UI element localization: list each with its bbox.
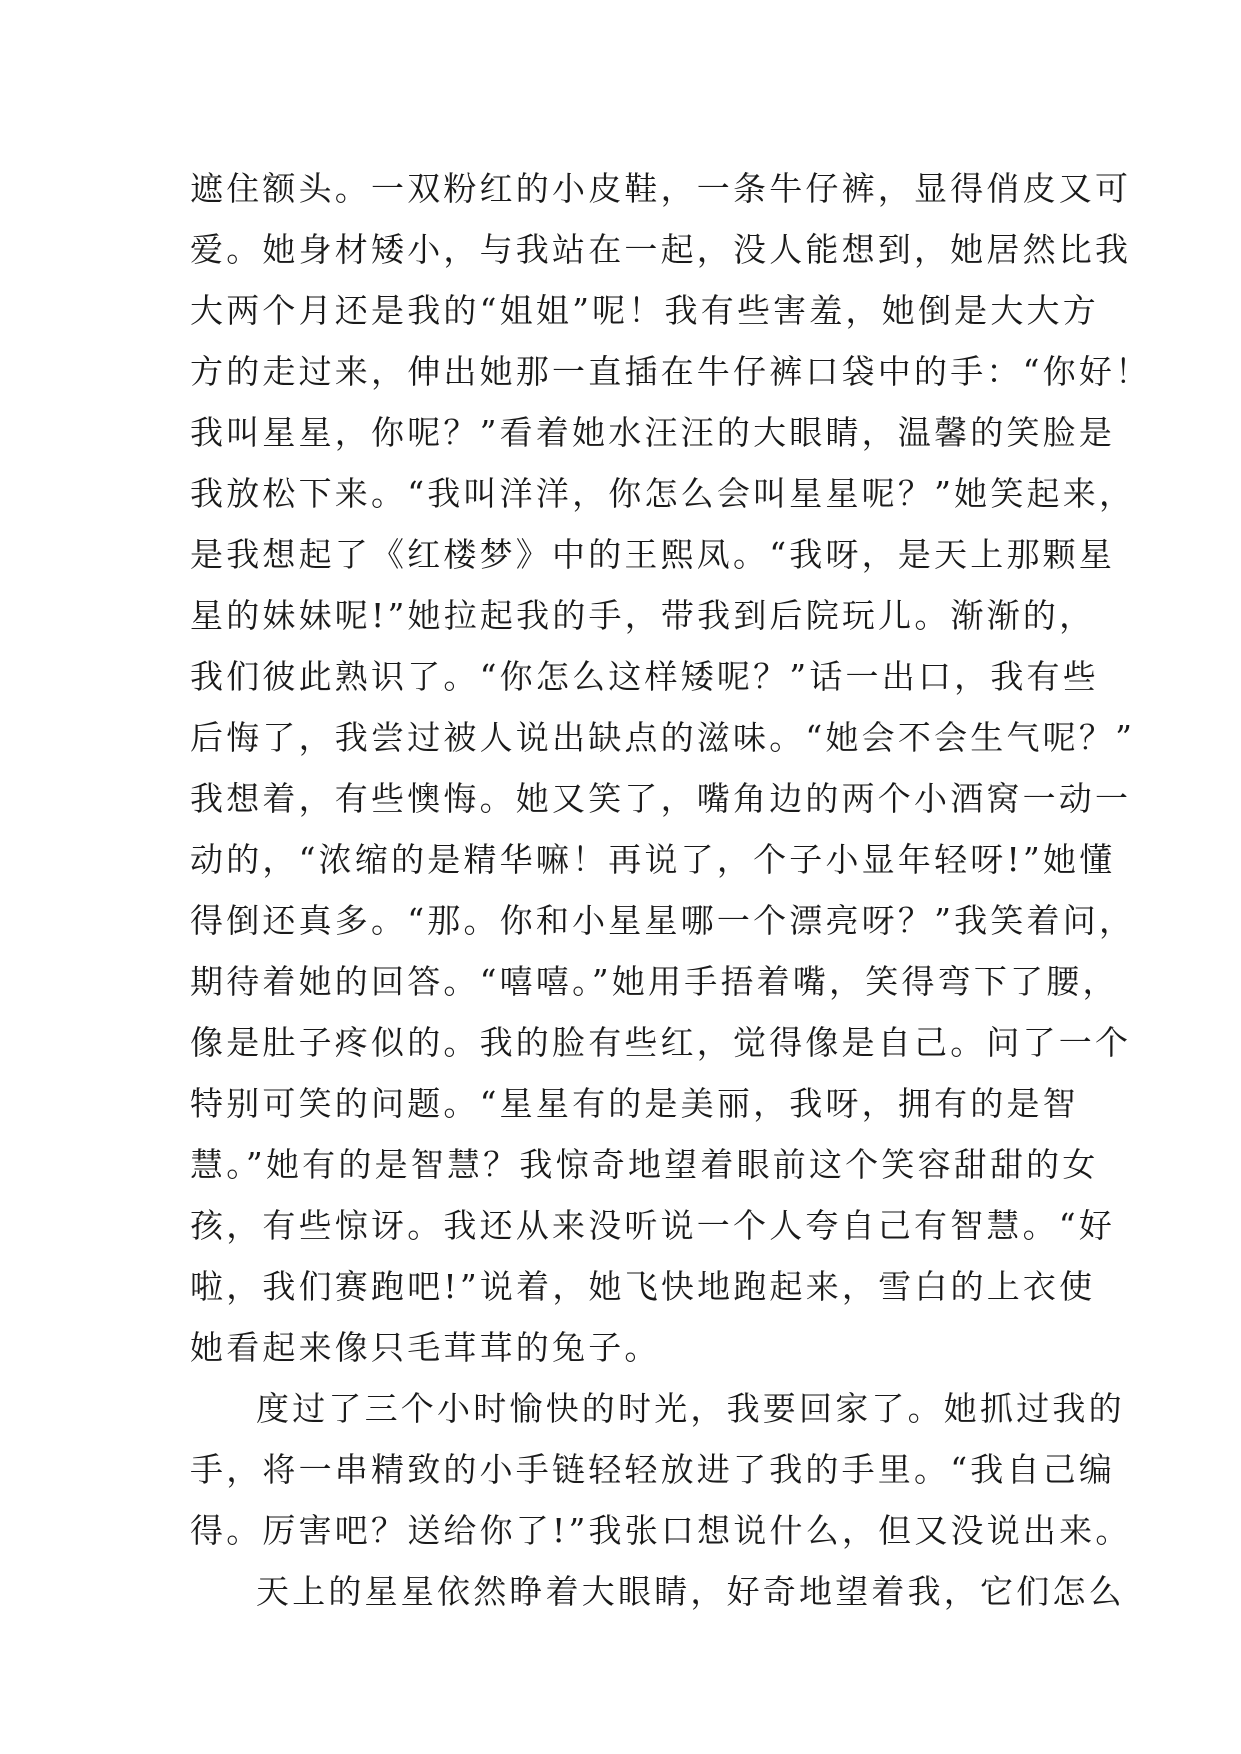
text-line: 得倒还真多。“那。你和小星星哪一个漂亮呀？”我笑着问，: [190, 901, 1136, 940]
text-line: 方的走过来，伸出她那一直插在牛仔裤口袋中的手：“你好！: [190, 352, 1152, 391]
text-line: 特别可笑的问题。“星星有的是美丽，我呀，拥有的是智: [190, 1084, 1079, 1123]
text-line: 期待着她的回答。“嘻嘻。”她用手捂着嘴，笑得弯下了腰，: [190, 962, 1119, 1001]
text-line: 我想着，有些懊悔。她又笑了，嘴角边的两个小酒窝一动一: [190, 779, 1132, 818]
paragraph-start-line: 度过了三个小时愉快的时光，我要回家了。她抓过我的: [256, 1389, 1125, 1428]
text-line: 爱。她身材矮小，与我站在一起，没人能想到，她居然比我: [190, 230, 1132, 269]
text-line: 我放松下来。“我叫洋洋，你怎么会叫星星呢？”她笑起来，: [190, 474, 1136, 513]
text-line: 我叫星星，你呢？”看着她水汪汪的大眼睛，温馨的笑脸是: [190, 413, 1116, 452]
text-line: 后悔了，我尝过被人说出缺点的滋味。“她会不会生气呢？”: [190, 718, 1136, 757]
text-line: 是我想起了《红楼梦》中的王熙凤。“我呀，是天上那颗星: [190, 535, 1116, 574]
document-page: [190, 158, 1152, 1622]
text-line: 慧。”她有的是智慧？我惊奇地望着眼前这个笑容甜甜的女: [190, 1145, 1099, 1184]
text-line: 她看起来像只毛茸茸的兔子。: [190, 1328, 661, 1367]
text-line: 手，将一串精致的小手链轻轻放进了我的手里。“我自己编: [190, 1450, 1116, 1489]
text-line: 得。厉害吧？送给你了!”我张口想说什么，但又没说出来。: [190, 1511, 1132, 1550]
text-line: 啦，我们赛跑吧!”说着，她飞快地跑起来，雪白的上衣使: [190, 1267, 1096, 1306]
text-line: 孩，有些惊讶。我还从来没听说一个人夸自己有智慧。“好: [190, 1206, 1116, 1245]
text-line: 星的妹妹呢!”她拉起我的手，带我到后院玩儿。渐渐的，: [190, 596, 1096, 635]
text-line: 我们彼此熟识了。“你怎么这样矮呢？”话一出口，我有些: [190, 657, 1099, 696]
text-line: 遮住额头。一双粉红的小皮鞋，一条牛仔裤，显得俏皮又可: [190, 169, 1132, 208]
text-line: 像是肚子疼似的。我的脸有些红，觉得像是自己。问了一个: [190, 1023, 1132, 1062]
text-line: 大两个月还是我的“姐姐”呢！我有些害羞，她倒是大大方: [190, 291, 1099, 330]
paragraph-start-line: 天上的星星依然睁着大眼睛，好奇地望着我，它们怎么: [256, 1572, 1125, 1611]
text-line: 动的，“浓缩的是精华嘛！再说了，个子小显年轻呀!”她懂: [190, 840, 1116, 879]
